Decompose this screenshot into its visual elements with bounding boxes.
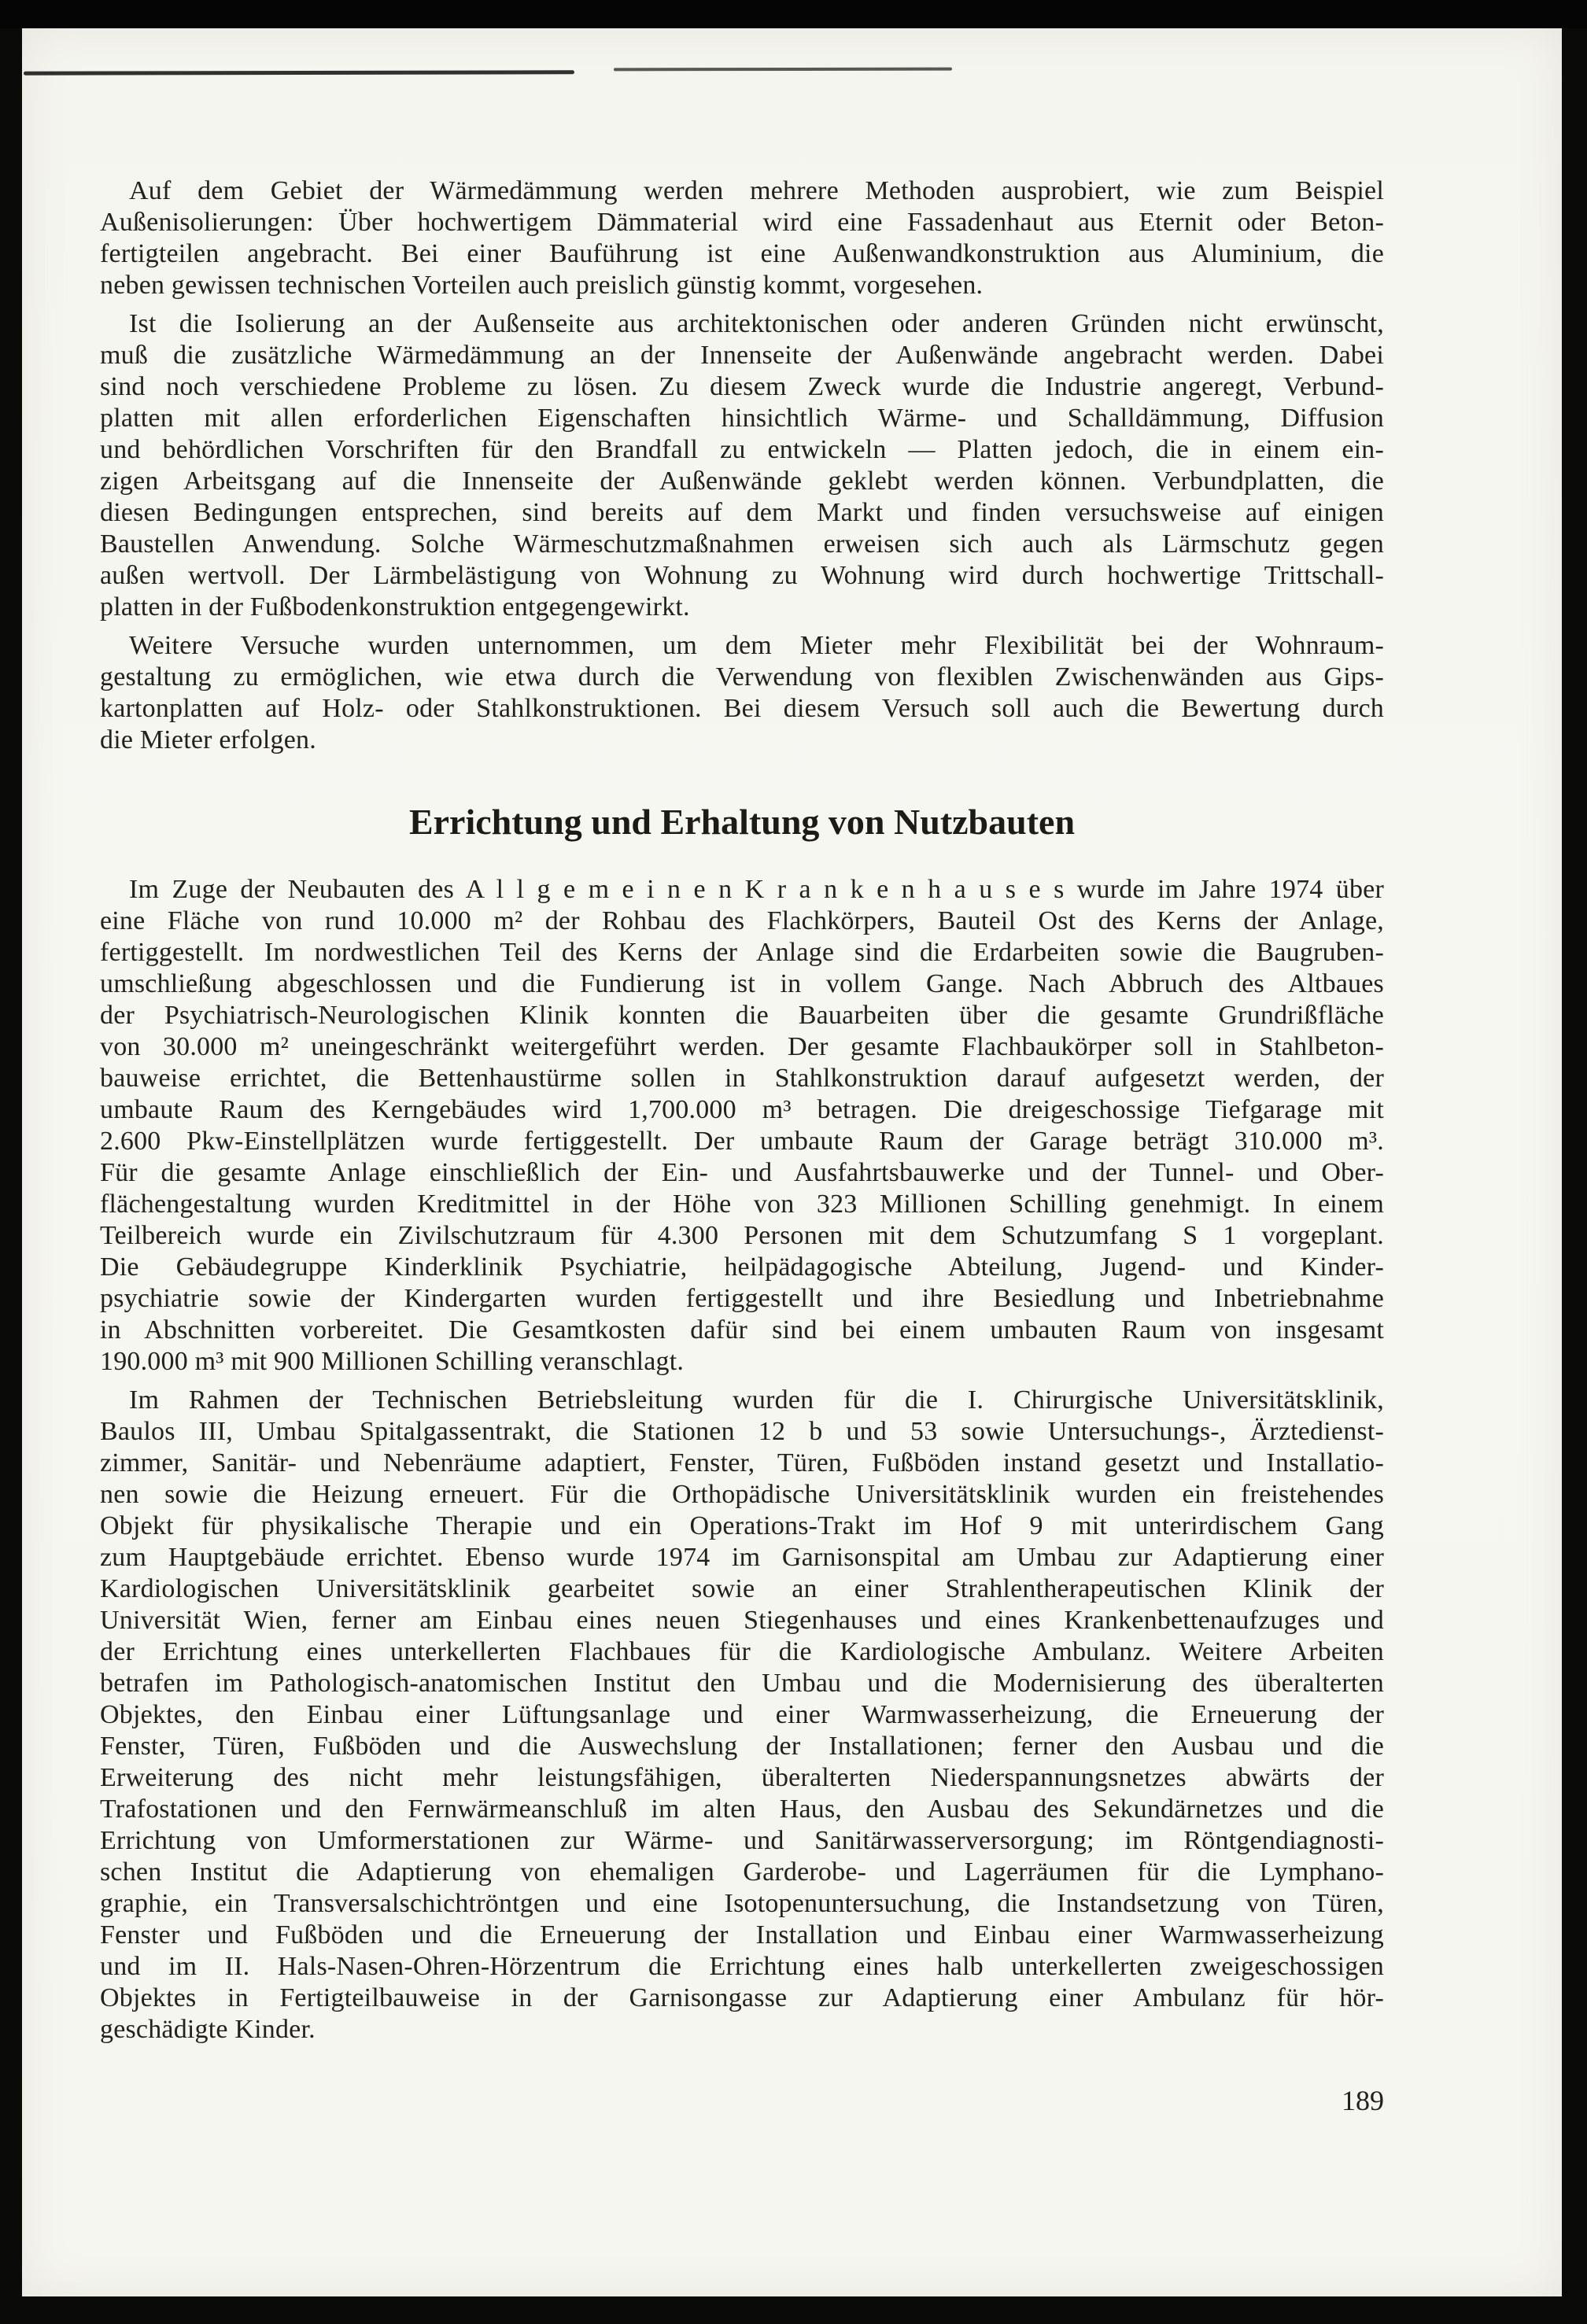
text-line: Im Rahmen der Technischen Betriebsleitung wurden für die I. Chirurgische Universitätsklinik, <box>129 1385 1384 1415</box>
text-line: Weitere Versuche wurden unternommen, um dem Mieter mehr Flexibilität bei der Wohnraum- <box>129 631 1384 660</box>
text-line: Errichtung von Umformerstationen zur Wärme- und Sanitärwasserversorgung; im Röntgendiagnosti- <box>100 1826 1384 1855</box>
text-line: sind noch verschiedene Probleme zu lösen. Zu diesem Zweck wurde die Industrie angeregt, Verbund- <box>100 372 1384 401</box>
text-line: 2.600 Pkw-Einstellplätzen wurde fertiggestellt. Der umbaute Raum der Garage beträgt 310.000 m³. <box>100 1127 1384 1156</box>
text-line: und im II. Hals-Nasen-Ohren-Hörzentrum die Errichtung eines halb unterkellerten zweigeschossigen <box>100 1952 1384 1981</box>
text-line: Teilbereich wurde ein Zivilschutzraum für 4.300 Personen mit dem Schutzumfang S 1 vorgeplant. <box>100 1221 1384 1250</box>
text-line: Außenisolierungen: Über hochwertigem Dämmaterial wird eine Fassadenhaut aus Eternit oder Beton- <box>100 208 1384 237</box>
text-line: die Mieter erfolgen. <box>100 725 316 754</box>
text-line: diesen Bedingungen entsprechen, sind bereits auf dem Markt und finden versuchsweise auf einigen <box>100 498 1384 527</box>
section-paragraphs <box>100 874 1384 2045</box>
text-line: Die Gebäudegruppe Kinderklinik Psychiatrie, heilpädagogische Abteilung, Jugend- und Kinder- <box>100 1252 1384 1282</box>
paragraph <box>100 874 1384 1378</box>
text-line: geschädigte Kinder. <box>100 2015 316 2044</box>
paragraph <box>100 175 1384 301</box>
text-line: außen wertvoll. Der Lärmbelästigung von Wohnung zu Wohnung wird durch hochwertige Trittschall- <box>100 561 1384 590</box>
text-line: in Abschnitten vorbereitet. Die Gesamtkosten dafür sind bei einem umbauten Raum von insgesamt <box>100 1315 1384 1345</box>
text-line: Kardiologischen Universitätsklinik gearbeitet sowie an einer Strahlentherapeutischen Klinik der <box>100 1574 1384 1603</box>
text-line: schen Institut die Adaptierung von ehemaligen Garderobe- und Lagerräumen für die Lymphano- <box>100 1857 1384 1887</box>
page-content <box>100 26 1384 2116</box>
text-line: Trafostationen und den Fernwärmeanschluß im alten Haus, den Ausbau des Sekundärnetzes und die <box>100 1795 1384 1824</box>
text-line: der Errichtung eines unterkellerten Flachbaues für die Kardiologische Ambulanz. Weitere Arbeiten <box>100 1637 1384 1666</box>
text-line: Für die gesamte Anlage einschließlich der Ein- und Ausfahrtsbauwerke und der Tunnel- und Ober- <box>100 1158 1384 1187</box>
text-line: Ist die Isolierung an der Außenseite aus architektonischen oder anderen Gründen nicht erwünscht, <box>129 309 1384 338</box>
text-line: Universität Wien, ferner am Einbau eines neuen Stiegenhauses und eines Krankenbettenaufzuges und <box>100 1606 1384 1635</box>
text-line: psychiatrie sowie der Kindergarten wurden fertiggestellt und ihre Besiedlung und Inbetriebnahme <box>100 1284 1384 1313</box>
paragraph <box>100 1385 1384 2045</box>
text-line: zigen Arbeitsgang auf die Innenseite der Außenwände geklebt werden können. Verbundplatten, die <box>100 467 1384 496</box>
intro-paragraphs <box>100 175 1384 756</box>
scan-edge-streak <box>614 68 952 72</box>
paragraph <box>100 630 1384 756</box>
text-line: kartonplatten auf Holz- oder Stahlkonstruktionen. Bei diesem Versuch soll auch die Bewertung durch <box>100 694 1384 723</box>
text-line: nen sowie die Heizung erneuert. Für die Orthopädische Universitätsklinik wurden ein freistehendes <box>100 1480 1384 1509</box>
text-line: Baulos III, Umbau Spitalgassentrakt, die Stationen 12 b und 53 sowie Untersuchungs-, Ärztedienst- <box>100 1417 1384 1446</box>
text-line: fertigteilen angebracht. Bei einer Bauführung ist eine Außenwandkonstruktion aus Aluminium, die <box>100 239 1384 268</box>
paragraph <box>100 308 1384 623</box>
text-line: zimmer, Sanitär- und Nebenräume adaptiert, Fenster, Türen, Fußböden instand gesetzt und Installatio- <box>100 1448 1384 1477</box>
text-line: neben gewissen technischen Vorteilen auch preislich günstig kommt, vorgesehen. <box>100 271 984 300</box>
text-line: Objekt für physikalische Therapie und ein Operations-Trakt im Hof 9 mit unterirdischem Gang <box>100 1511 1384 1540</box>
text-line: gestaltung zu ermöglichen, wie etwa durch die Verwendung von flexiblen Zwischenwänden aus Gips- <box>100 662 1384 692</box>
text-line: flächengestaltung wurden Kreditmittel in der Höhe von 323 Millionen Schilling genehmigt. In einem <box>100 1190 1384 1219</box>
text-line: Fenster, Türen, Fußböden und die Auswechslung der Installationen; ferner den Ausbau und die <box>100 1732 1384 1761</box>
text-line: von 30.000 m² uneingeschränkt weitergeführt werden. Der gesamte Flachbaukörper soll in Stahlbeton- <box>100 1032 1384 1061</box>
text-line: betrafen im Pathologisch-anatomischen Institut den Umbau und die Modernisierung des überalterten <box>100 1669 1384 1698</box>
page-paper <box>22 26 1562 2296</box>
page-number: 189 <box>1342 2085 1384 2116</box>
text-line: platten mit allen erforderlichen Eigenschaften hinsichtlich Wärme- und Schalldämmung, Diffusion <box>100 404 1384 433</box>
text-line: Objektes, den Einbau einer Lüftungsanlage und einer Warmwasserheizung, die Erneuerung der <box>100 1700 1384 1729</box>
text-line: bauweise errichtet, die Bettenhaustürme sollen in Stahlkonstruktion darauf aufgesetzt werden, der <box>100 1064 1384 1093</box>
text-line: der Psychiatrisch-Neurologischen Klinik konnten die Bauarbeiten über die gesamte Grundrißfläche <box>100 1001 1384 1030</box>
text-line: eine Fläche von rund 10.000 m² der Rohbau des Flachkörpers, Bauteil Ost des Kerns der Anlage, <box>100 906 1384 935</box>
text-line: und behördlichen Vorschriften für den Brandfall zu entwickeln — Platten jedoch, die in einem ein- <box>100 435 1384 464</box>
text-line: muß die zusätzliche Wärmedämmung an der Innenseite der Außenwände angebracht werden. Dabei <box>100 341 1384 370</box>
text-line: Im Zuge der Neubauten des A l l g e m e i n e n K r a n k e n h a u s e s wurde im Jahre 1974 über <box>129 875 1384 904</box>
text-line: Baustellen Anwendung. Solche Wärmeschutzmaßnahmen erweisen sich auch als Lärmschutz gegen <box>100 529 1384 559</box>
text-line: umbaute Raum des Kerngebäudes wird 1,700.000 m³ betragen. Die dreigeschossige Tiefgarage mit <box>100 1095 1384 1124</box>
section-heading: Errichtung und Erhaltung von Nutzbauten <box>408 802 1076 842</box>
text-line: umschließung abgeschlossen und die Fundierung ist in vollem Gange. Nach Abbruch des Altbaues <box>100 969 1384 998</box>
text-line: Erweiterung des nicht mehr leistungsfähigen, überalterten Niederspannungsnetzes abwärts der <box>100 1763 1384 1792</box>
text-line: 190.000 m³ mit 900 Millionen Schilling veranschlagt. <box>100 1347 685 1376</box>
text-line: zum Hauptgebäude errichtet. Ebenso wurde 1974 im Garnisonspital am Umbau zur Adaptierung einer <box>100 1543 1384 1572</box>
text-line: Auf dem Gebiet der Wärmedämmung werden mehrere Methoden ausprobiert, wie zum Beispiel <box>129 176 1384 205</box>
text-line: fertiggestellt. Im nordwestlichen Teil des Kerns der Anlage sind die Erdarbeiten sowie die Baugruben- <box>100 938 1384 967</box>
scan-top-border <box>0 0 1587 28</box>
text-line: Objektes in Fertigteilbauweise in der Garnisongasse zur Adaptierung einer Ambulanz für hör- <box>100 1983 1384 2012</box>
text-line: Fenster und Fußböden und die Erneuerung der Installation und Einbau einer Warmwasserheizung <box>100 1920 1384 1950</box>
text-line: graphie, ein Transversalschichtröntgen und eine Isotopenuntersuchung, die Instandsetzung von Türen, <box>100 1889 1384 1918</box>
text-line: platten in der Fußbodenkonstruktion entgegengewirkt. <box>100 592 690 622</box>
